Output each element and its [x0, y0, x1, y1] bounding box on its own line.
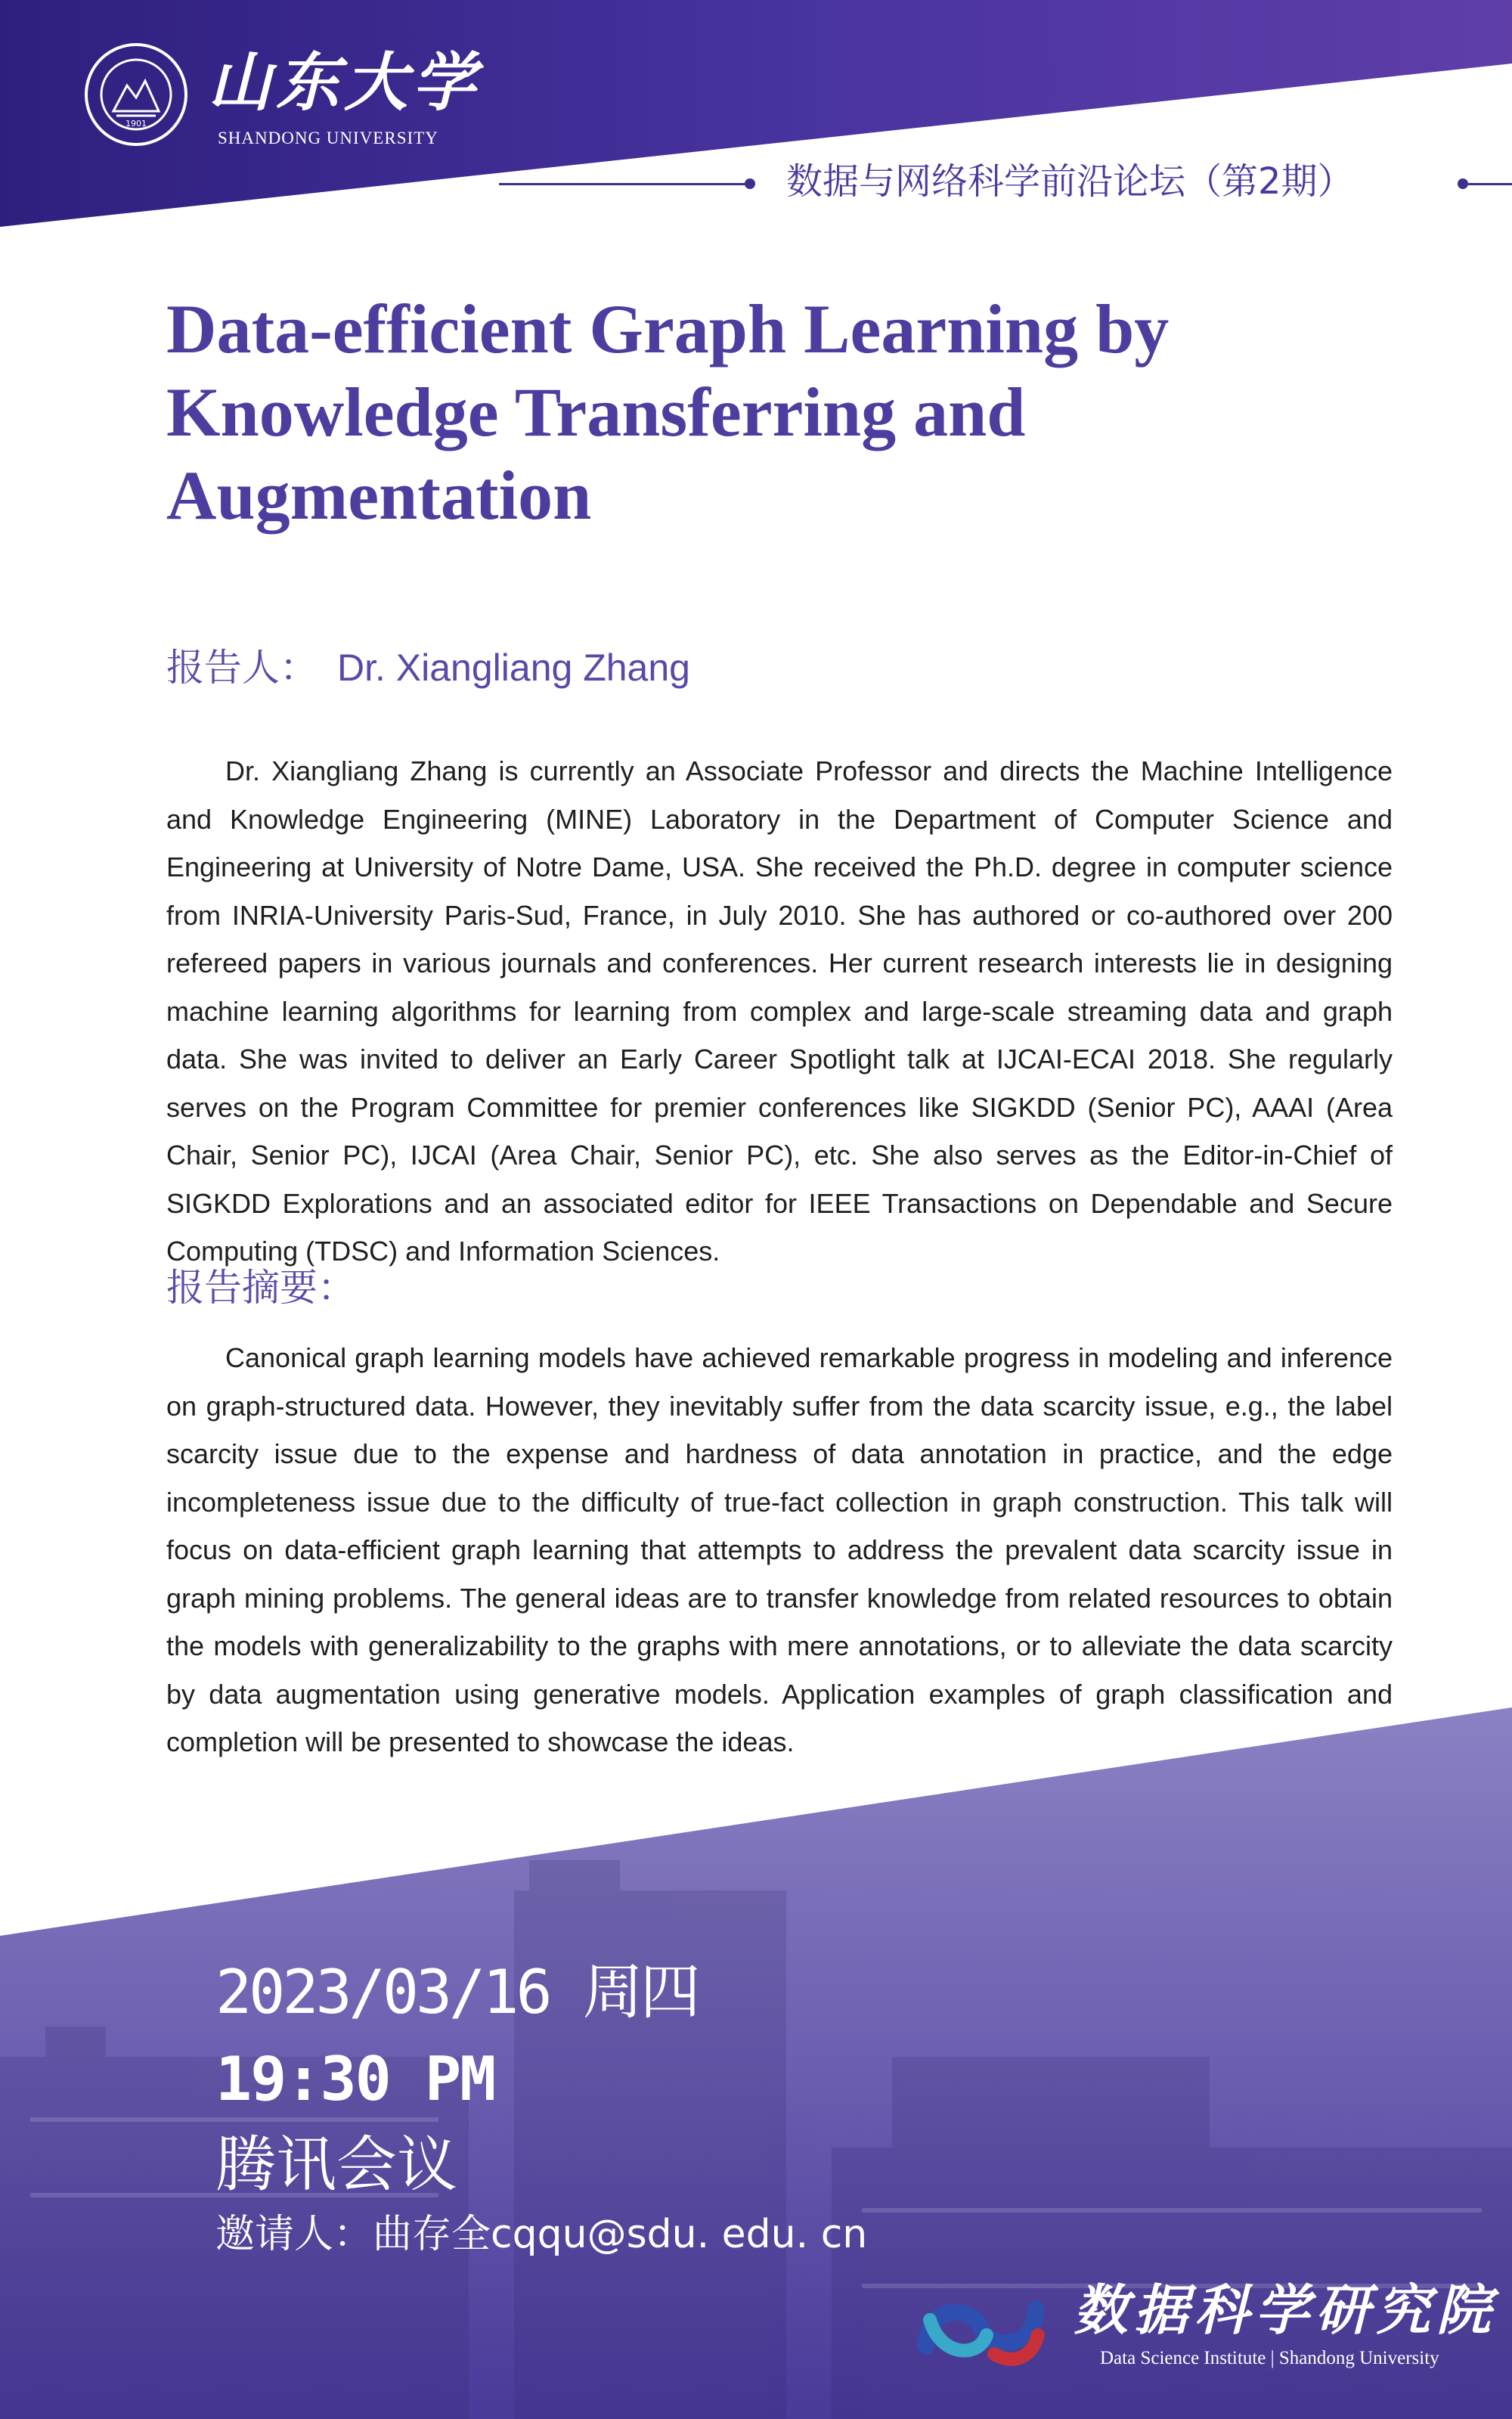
forum-divider-right — [1468, 183, 1512, 185]
talk-abstract: Canonical graph learning models have achieved remarkable progress in modeling and inference on graph-structured data. However, they inevitably suffer from the data scarcity issue, e.g., the label scarcity issue due to the expense and hardness of data annotation in practice, and the edge incompleteness issue due to the difficulty of true-fact collection in graph construction. This talk will focus on data-efficient graph learning that attempts to address the prevalent data scarcity issue in graph mining problems. The general ideas are to transfer knowledge from related resources to obtain the models with generalizability to the graphs with mere annotations, or to alleviate the data scarcity by data augmentation using generative models. Application examples of graph classification and completion will be presented to showcase the ideas. — [166, 1342, 1393, 1757]
speaker-label: 报告人： — [166, 646, 318, 690]
seal-year: 1901 — [125, 119, 147, 129]
logo-chinese-name: 山东大学 — [208, 45, 481, 119]
event-date: 2023/03/16 周四 — [215, 1957, 698, 2027]
university-logo — [83, 42, 481, 155]
institute-logo-icon — [911, 2275, 1051, 2380]
abstract-label: 报告摘要： — [166, 1266, 355, 1310]
speaker-bio: Dr. Xiangliang Zhang is currently an Associate Professor and directs the Machine Intelligence and Knowledge Engineering (MINE) Laboratory in the Department of Computer Science and Engineering at University of Notre Dame, USA. She received the Ph.D. degree in computer science from INRIA-University Paris-Sud, France, in July 2010. She has authored or co-authored over 200 refereed papers in various journals and conferences. Her current research interests lie in designing machine learning algorithms for learning from complex and large-scale streaming data and graph data. She was invited to deliver an Early Career Spotlight talk at IJCAI-ECAI 2018. She regularly serves on the Program Committee for premier conferences like SIGKDD (Senior PC), AAAI (Area Chair, Senior PC), IJCAI (Area Chair, Senior PC), etc. She also serves as the Editor-in-Chief of SIGKDD Explorations and an associated editor for IEEE Transactions on Dependable and Secure Computing (TDSC) and Information Sciences. — [166, 755, 1393, 1267]
forum-title: 数据与网络科学前沿论坛（第2期） — [786, 160, 1354, 203]
logo-english-name: SHANDONG UNIVERSITY — [218, 129, 438, 147]
institute-chinese-name: 数据科学研究院 — [1074, 2278, 1498, 2342]
event-inviter: 邀请人：曲存全cqqu@sdu. edu. cn — [215, 2212, 868, 2257]
institute-english-name: Data Science Institute | Shandong University — [1100, 2348, 1439, 2368]
event-venue: 腾讯会议 — [215, 2129, 457, 2200]
forum-dot-right — [1458, 178, 1468, 189]
university-seal-icon — [83, 42, 189, 147]
forum-dot-left — [745, 178, 755, 189]
speaker-line — [166, 641, 690, 694]
speaker-name: Dr. Xiangliang Zhang — [337, 647, 690, 689]
forum-divider-left — [499, 183, 748, 185]
talk-title: Data-efficient Graph Learning by Knowledge Transferring and Augmentation — [166, 290, 1170, 534]
event-time: 19:30 PM — [215, 2044, 495, 2114]
